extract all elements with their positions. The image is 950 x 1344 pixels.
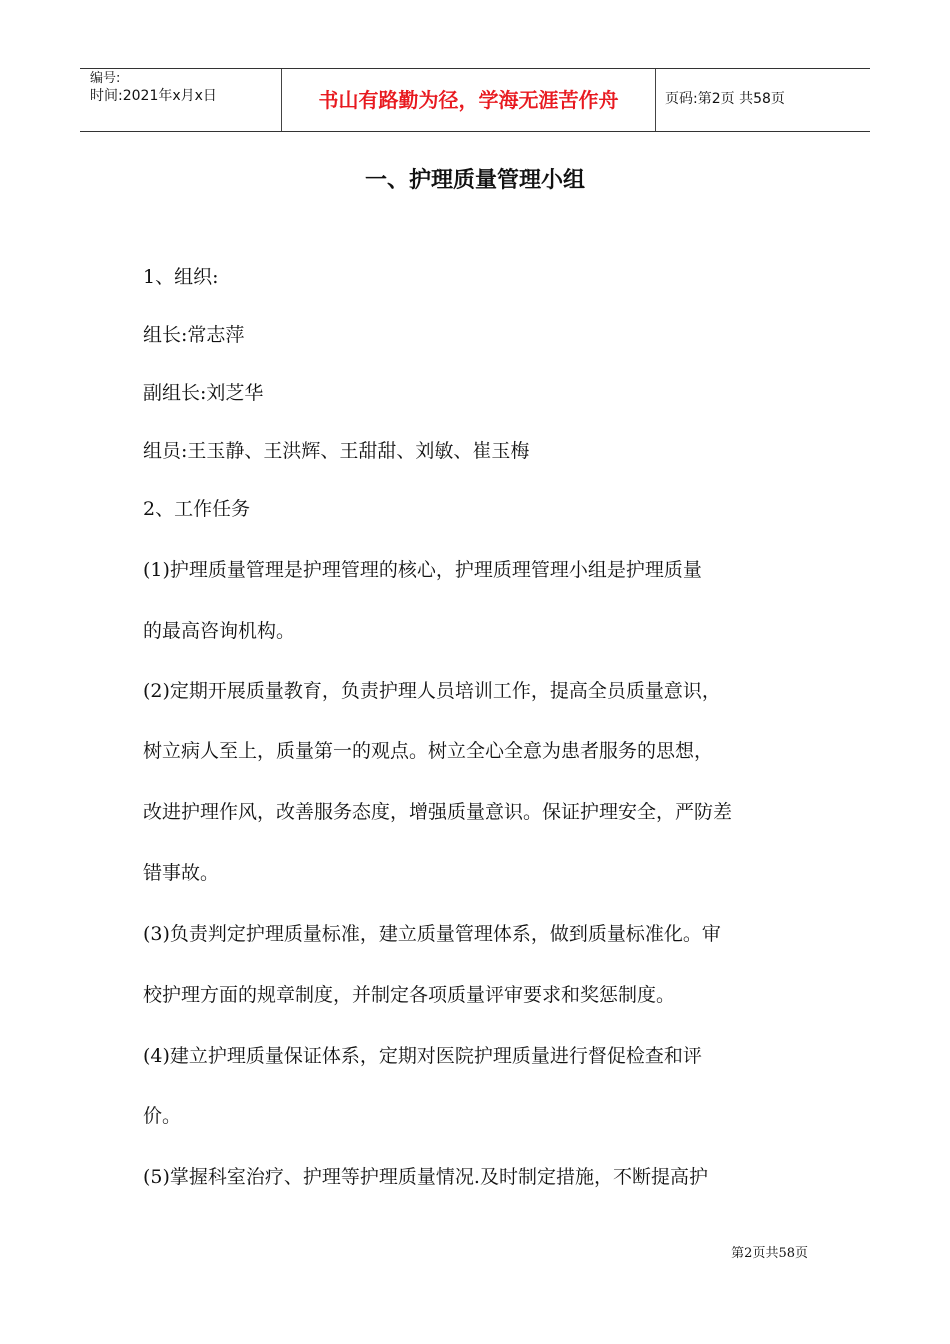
paragraph-line: 的最高咨询机构。 — [143, 620, 296, 642]
page-footer: 第2页共58页 — [731, 1246, 808, 1261]
paragraph-line: (2)定期开展质量教育，负责护理人员培训工作，提高全员质量意识， — [143, 680, 721, 702]
header-meta — [80, 69, 280, 131]
members-line: 组员:王玉静、王洪辉、王甜甜、刘敏、崔玉梅 — [143, 440, 530, 462]
document-number-label: 编号: — [90, 71, 121, 86]
section-heading-tasks: 2、工作任务 — [143, 498, 251, 520]
section-heading-organization: 1、组织: — [143, 266, 219, 288]
paragraph-line: 改进护理作风，改善服务态度，增强质量意识。保证护理安全，严防差 — [143, 801, 733, 823]
deputy-leader-line: 副组长:刘芝华 — [143, 382, 264, 404]
paragraph-line: 校护理方面的规章制度，并制定各项质量评审要求和奖惩制度。 — [143, 984, 676, 1006]
paragraph-line: 价。 — [143, 1105, 182, 1127]
header-page-info: 页码:第2页 共58页 — [665, 91, 785, 107]
document-date: 时间:2021年x月x日 — [90, 88, 217, 104]
header-page-cell — [655, 69, 870, 131]
paragraph-line: (3)负责判定护理质量标准，建立质量管理体系，做到质量标准化。审 — [143, 923, 721, 945]
header-motto-cell — [281, 69, 656, 131]
page-title: 一、护理质量管理小组 — [364, 168, 585, 193]
group-leader-line: 组长:常志萍 — [143, 324, 245, 346]
paragraph-line: (4)建立护理质量保证体系，定期对医院护理质量进行督促检查和评 — [143, 1045, 702, 1067]
header-motto: 书山有路勤为径，学海无涯苦作舟 — [318, 88, 619, 112]
paragraph-line: (5)掌握科室治疗、护理等护理质量情况.及时制定措施，不断提高护 — [143, 1166, 708, 1188]
paragraph-line: 树立病人至上，质量第一的观点。树立全心全意为患者服务的思想， — [143, 740, 714, 762]
page-header — [80, 68, 870, 132]
paragraph-line: (1)护理质量管理是护理管理的核心，护理质理管理小组是护理质量 — [143, 559, 702, 581]
paragraph-line: 错事故。 — [143, 862, 220, 884]
